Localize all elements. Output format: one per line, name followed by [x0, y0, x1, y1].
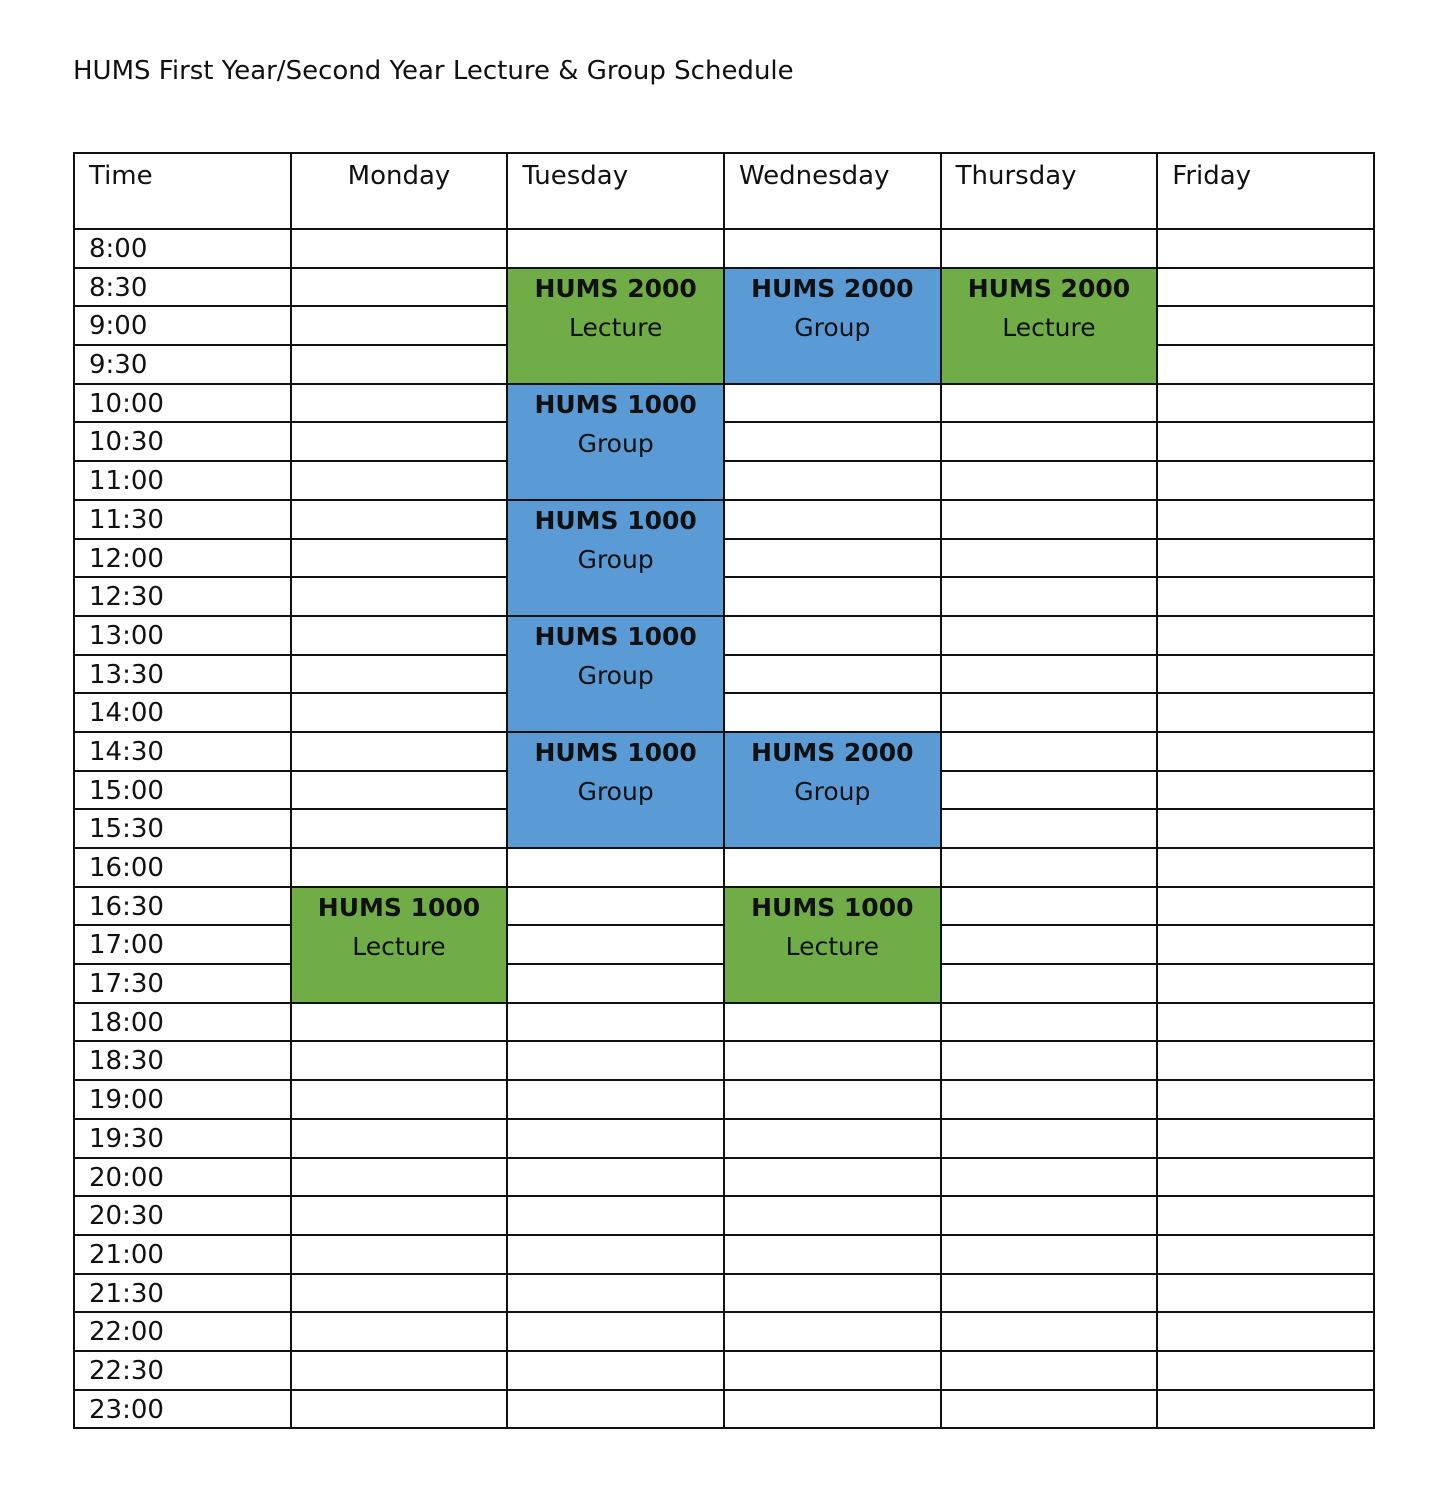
schedule-cell	[291, 1003, 508, 1042]
event-type: Group	[794, 776, 871, 806]
schedule-cell	[1157, 422, 1374, 461]
time-label: 15:00	[74, 771, 291, 810]
schedule-cell	[291, 771, 508, 810]
schedule-cell	[507, 1003, 724, 1042]
schedule-cell	[291, 422, 508, 461]
schedule-cell	[1157, 1003, 1374, 1042]
time-row	[74, 1158, 1374, 1197]
header-time: Time	[74, 153, 291, 229]
schedule-cell	[1157, 964, 1374, 1003]
time-label: 15:30	[74, 809, 291, 848]
schedule-cell	[291, 732, 508, 771]
time-label: 10:30	[74, 422, 291, 461]
time-row	[74, 1312, 1374, 1351]
event-course: HUMS 1000	[534, 505, 697, 535]
schedule-cell	[1157, 693, 1374, 732]
schedule-cell	[941, 1158, 1158, 1197]
schedule-cell	[291, 1390, 508, 1429]
schedule-cell	[1157, 732, 1374, 771]
schedule-cell	[724, 1080, 941, 1119]
schedule-cell	[291, 306, 508, 345]
event-course: HUMS 2000	[534, 273, 697, 303]
time-label: 21:30	[74, 1274, 291, 1313]
event-type: Lecture	[352, 931, 446, 961]
time-label: 20:00	[74, 1158, 291, 1197]
event-type: Group	[577, 428, 654, 458]
schedule-cell	[291, 655, 508, 694]
time-row	[74, 1351, 1374, 1390]
event-type: Group	[577, 660, 654, 690]
schedule-cell	[941, 732, 1158, 771]
schedule-cell	[1157, 384, 1374, 423]
time-label: 12:30	[74, 577, 291, 616]
schedule-cell	[291, 809, 508, 848]
schedule-cell	[291, 1312, 508, 1351]
schedule-cell	[291, 384, 508, 423]
schedule-cell	[941, 1274, 1158, 1313]
schedule-cell	[941, 616, 1158, 655]
schedule-cell	[724, 577, 941, 616]
time-label: 16:30	[74, 887, 291, 926]
schedule-cell	[507, 964, 724, 1003]
schedule-cell	[1157, 809, 1374, 848]
schedule-cell	[941, 1235, 1158, 1274]
schedule-cell	[941, 422, 1158, 461]
header-wednesday: Wednesday	[724, 153, 941, 229]
time-row	[74, 1119, 1374, 1158]
schedule-cell	[1157, 616, 1374, 655]
schedule-cell	[724, 461, 941, 500]
time-label: 11:30	[74, 500, 291, 539]
time-label: 13:00	[74, 616, 291, 655]
time-label: 13:30	[74, 655, 291, 694]
schedule-cell	[507, 925, 724, 964]
schedule-cell	[724, 1390, 941, 1429]
schedule-cell	[1157, 1312, 1374, 1351]
event-type: Group	[577, 776, 654, 806]
schedule-cell	[291, 848, 508, 887]
time-row	[74, 1080, 1374, 1119]
schedule-cell	[291, 500, 508, 539]
time-label: 19:30	[74, 1119, 291, 1158]
schedule-cell	[724, 1351, 941, 1390]
schedule-cell	[507, 848, 724, 887]
time-row	[74, 848, 1374, 887]
time-row	[74, 461, 1374, 500]
event-block	[724, 268, 941, 384]
schedule-cell	[1157, 461, 1374, 500]
event-course: HUMS 1000	[534, 621, 697, 651]
schedule-cell	[507, 1274, 724, 1313]
event-type: Group	[577, 544, 654, 574]
schedule-cell	[291, 1041, 508, 1080]
time-label: 20:30	[74, 1196, 291, 1235]
schedule-cell	[291, 1235, 508, 1274]
schedule-cell	[291, 1351, 508, 1390]
time-row	[74, 1274, 1374, 1313]
schedule-cell	[1157, 306, 1374, 345]
schedule-cell	[724, 1119, 941, 1158]
time-row	[74, 539, 1374, 578]
schedule-cell	[724, 848, 941, 887]
time-label: 14:30	[74, 732, 291, 771]
schedule-cell	[507, 229, 724, 268]
schedule-cell	[1157, 1041, 1374, 1080]
event-course: HUMS 2000	[751, 273, 914, 303]
event-type: Group	[794, 312, 871, 342]
schedule-cell	[941, 1080, 1158, 1119]
schedule-cell	[1157, 1080, 1374, 1119]
schedule-cell	[941, 771, 1158, 810]
schedule-cell	[724, 500, 941, 539]
schedule-cell	[724, 655, 941, 694]
event-course: HUMS 2000	[967, 273, 1131, 303]
schedule-cell	[1157, 925, 1374, 964]
time-label: 18:00	[74, 1003, 291, 1042]
schedule-cell	[507, 1390, 724, 1429]
time-label: 17:30	[74, 964, 291, 1003]
schedule-cell	[291, 229, 508, 268]
time-label: 22:30	[74, 1351, 291, 1390]
header-tuesday: Tuesday	[507, 153, 724, 229]
event-course: HUMS 2000	[751, 737, 914, 767]
event-block	[291, 887, 508, 1003]
event-course: HUMS 1000	[751, 892, 914, 922]
schedule-cell	[1157, 268, 1374, 307]
schedule-cell	[507, 887, 724, 926]
schedule-cell	[1157, 1158, 1374, 1197]
schedule-cell	[507, 1312, 724, 1351]
schedule-cell	[941, 848, 1158, 887]
schedule-cell	[1157, 500, 1374, 539]
schedule-cell	[1157, 1196, 1374, 1235]
schedule-cell	[1157, 1390, 1374, 1429]
schedule-cell	[724, 384, 941, 423]
event-block	[507, 384, 724, 500]
schedule-cell	[291, 1080, 508, 1119]
schedule-cell	[941, 500, 1158, 539]
schedule-cell	[291, 345, 508, 384]
schedule-table	[73, 152, 1375, 1429]
time-label: 18:30	[74, 1041, 291, 1080]
schedule-cell	[507, 1119, 724, 1158]
time-label: 23:00	[74, 1390, 291, 1429]
schedule-cell	[724, 1312, 941, 1351]
schedule-cell	[1157, 1351, 1374, 1390]
schedule-cell	[724, 616, 941, 655]
schedule-cell	[291, 577, 508, 616]
schedule-cell	[724, 1235, 941, 1274]
schedule-cell	[1157, 229, 1374, 268]
schedule-cell	[1157, 1119, 1374, 1158]
event-course: HUMS 1000	[534, 737, 697, 767]
schedule-cell	[941, 964, 1158, 1003]
schedule-cell	[1157, 577, 1374, 616]
schedule-cell	[941, 1196, 1158, 1235]
event-block	[941, 268, 1158, 384]
schedule-cell	[724, 1041, 941, 1080]
event-block	[724, 732, 941, 848]
schedule-cell	[941, 925, 1158, 964]
time-label: 8:30	[74, 268, 291, 307]
schedule-cell	[1157, 1235, 1374, 1274]
time-row	[74, 384, 1374, 423]
schedule-cell	[724, 693, 941, 732]
schedule-cell	[941, 461, 1158, 500]
schedule-cell	[507, 1351, 724, 1390]
schedule-cell	[724, 422, 941, 461]
time-row	[74, 577, 1374, 616]
schedule-cell	[1157, 539, 1374, 578]
schedule-cell	[941, 809, 1158, 848]
schedule-cell	[291, 616, 508, 655]
schedule-cell	[507, 1196, 724, 1235]
schedule-cell	[941, 1390, 1158, 1429]
schedule-cell	[941, 693, 1158, 732]
schedule-cell	[1157, 848, 1374, 887]
time-label: 22:00	[74, 1312, 291, 1351]
schedule-cell	[1157, 655, 1374, 694]
schedule-body	[74, 229, 1374, 1428]
schedule-cell	[291, 539, 508, 578]
time-label: 14:00	[74, 693, 291, 732]
time-row	[74, 1390, 1374, 1429]
event-course: HUMS 1000	[317, 892, 481, 922]
schedule-cell	[724, 1003, 941, 1042]
time-label: 8:00	[74, 229, 291, 268]
time-row	[74, 1196, 1374, 1235]
time-row	[74, 693, 1374, 732]
event-course: HUMS 1000	[534, 389, 697, 419]
time-row	[74, 422, 1374, 461]
time-label: 21:00	[74, 1235, 291, 1274]
schedule-cell	[941, 1041, 1158, 1080]
schedule-cell	[941, 887, 1158, 926]
event-type: Lecture	[785, 931, 879, 961]
time-label: 17:00	[74, 925, 291, 964]
schedule-cell	[724, 1274, 941, 1313]
schedule-cell	[724, 229, 941, 268]
schedule-cell	[941, 1351, 1158, 1390]
schedule-cell	[507, 1041, 724, 1080]
event-type: Lecture	[1002, 312, 1096, 342]
time-label: 12:00	[74, 539, 291, 578]
page-title: HUMS First Year/Second Year Lecture & Group Schedule	[73, 56, 794, 86]
schedule-cell	[1157, 1274, 1374, 1313]
time-label: 9:30	[74, 345, 291, 384]
schedule-cell	[291, 461, 508, 500]
header-row	[74, 153, 1374, 229]
time-row	[74, 1235, 1374, 1274]
time-row	[74, 655, 1374, 694]
schedule-cell	[507, 1158, 724, 1197]
time-row	[74, 732, 1374, 771]
time-row	[74, 268, 1374, 307]
schedule-cell	[507, 1080, 724, 1119]
event-block	[507, 500, 724, 616]
schedule-cell	[941, 1119, 1158, 1158]
schedule-cell	[941, 384, 1158, 423]
event-block	[507, 268, 724, 384]
schedule-cell	[941, 655, 1158, 694]
header-friday: Friday	[1157, 153, 1374, 229]
schedule-cell	[291, 1119, 508, 1158]
time-row	[74, 1003, 1374, 1042]
schedule-cell	[941, 539, 1158, 578]
event-block	[507, 732, 724, 848]
time-row	[74, 887, 1374, 926]
schedule-cell	[291, 1274, 508, 1313]
schedule-cell	[941, 1003, 1158, 1042]
schedule-cell	[291, 693, 508, 732]
schedule-cell	[941, 229, 1158, 268]
schedule-cell	[724, 1196, 941, 1235]
header-monday: Monday	[291, 153, 508, 229]
schedule-cell	[507, 1235, 724, 1274]
schedule-cell	[724, 1158, 941, 1197]
schedule-cell	[1157, 771, 1374, 810]
schedule-cell	[291, 1158, 508, 1197]
event-block	[724, 887, 941, 1003]
schedule-cell	[291, 268, 508, 307]
time-label: 10:00	[74, 384, 291, 423]
event-block	[507, 616, 724, 732]
time-label: 9:00	[74, 306, 291, 345]
schedule-cell	[941, 1312, 1158, 1351]
event-type: Lecture	[568, 312, 663, 342]
schedule-cell	[941, 577, 1158, 616]
time-label: 16:00	[74, 848, 291, 887]
time-row	[74, 229, 1374, 268]
time-row	[74, 1041, 1374, 1080]
time-row	[74, 500, 1374, 539]
header-thursday: Thursday	[941, 153, 1158, 229]
time-label: 11:00	[74, 461, 291, 500]
schedule-cell	[1157, 345, 1374, 384]
time-row	[74, 616, 1374, 655]
schedule-cell	[291, 1196, 508, 1235]
schedule-cell	[724, 539, 941, 578]
time-label: 19:00	[74, 1080, 291, 1119]
schedule-cell	[1157, 887, 1374, 926]
